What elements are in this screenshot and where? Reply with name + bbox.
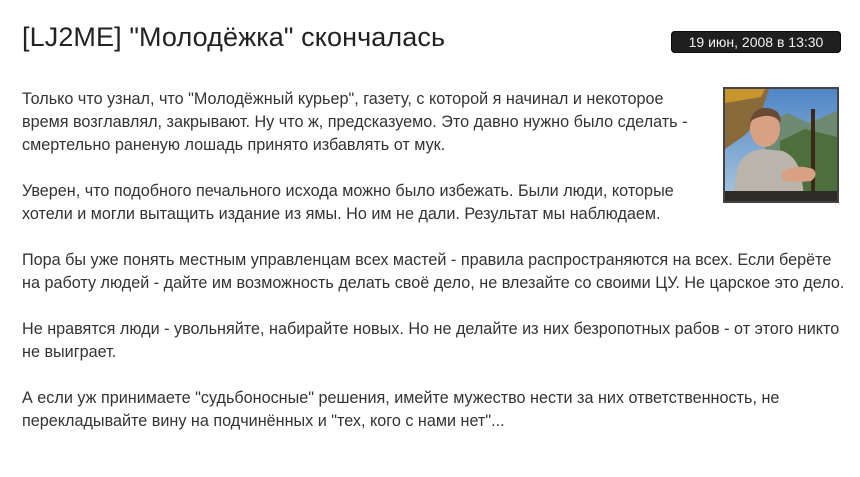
paragraph: Пора бы уже понять местным управленцам всех мастей - правила распространяются на всех. Если берёте на работу людей - дайте им возможность делать своё дело, не влезайте со своими ЦУ. Не царское это дело. [22, 251, 845, 292]
paragraph: А если уж принимаете "судьбоносные" решения, имейте мужество нести за них ответственность, не перекладывайте вину на подчинённых и "тех, кого с нами нет"... [22, 389, 780, 430]
paragraph: Только что узнал, что "Молодёжный курьер", газету, с которой я начинал и некоторое время возглавлял, закрывают. Ну что ж, предсказуемо. Это давно нужно было сделать - смертельно раненую лошадь принято избавлять от мук. [22, 90, 688, 154]
paragraph: Не нравятся люди - увольняйте, набирайте новых. Но не делайте из них безропотных рабов - от этого никто не выиграет. [22, 320, 840, 361]
post-body [22, 88, 852, 456]
paragraph: Уверен, что подобного печального исхода можно было избежать. Были люди, которые хотели и могли вытащить издание из ямы. Но им не дали. Результат мы наблюдаем. [22, 182, 674, 223]
post-title: [LJ2ME] "Молодёжка" скончалась [22, 22, 446, 52]
post-date-badge: 19 июн, 2008 в 13:30 [671, 31, 841, 53]
